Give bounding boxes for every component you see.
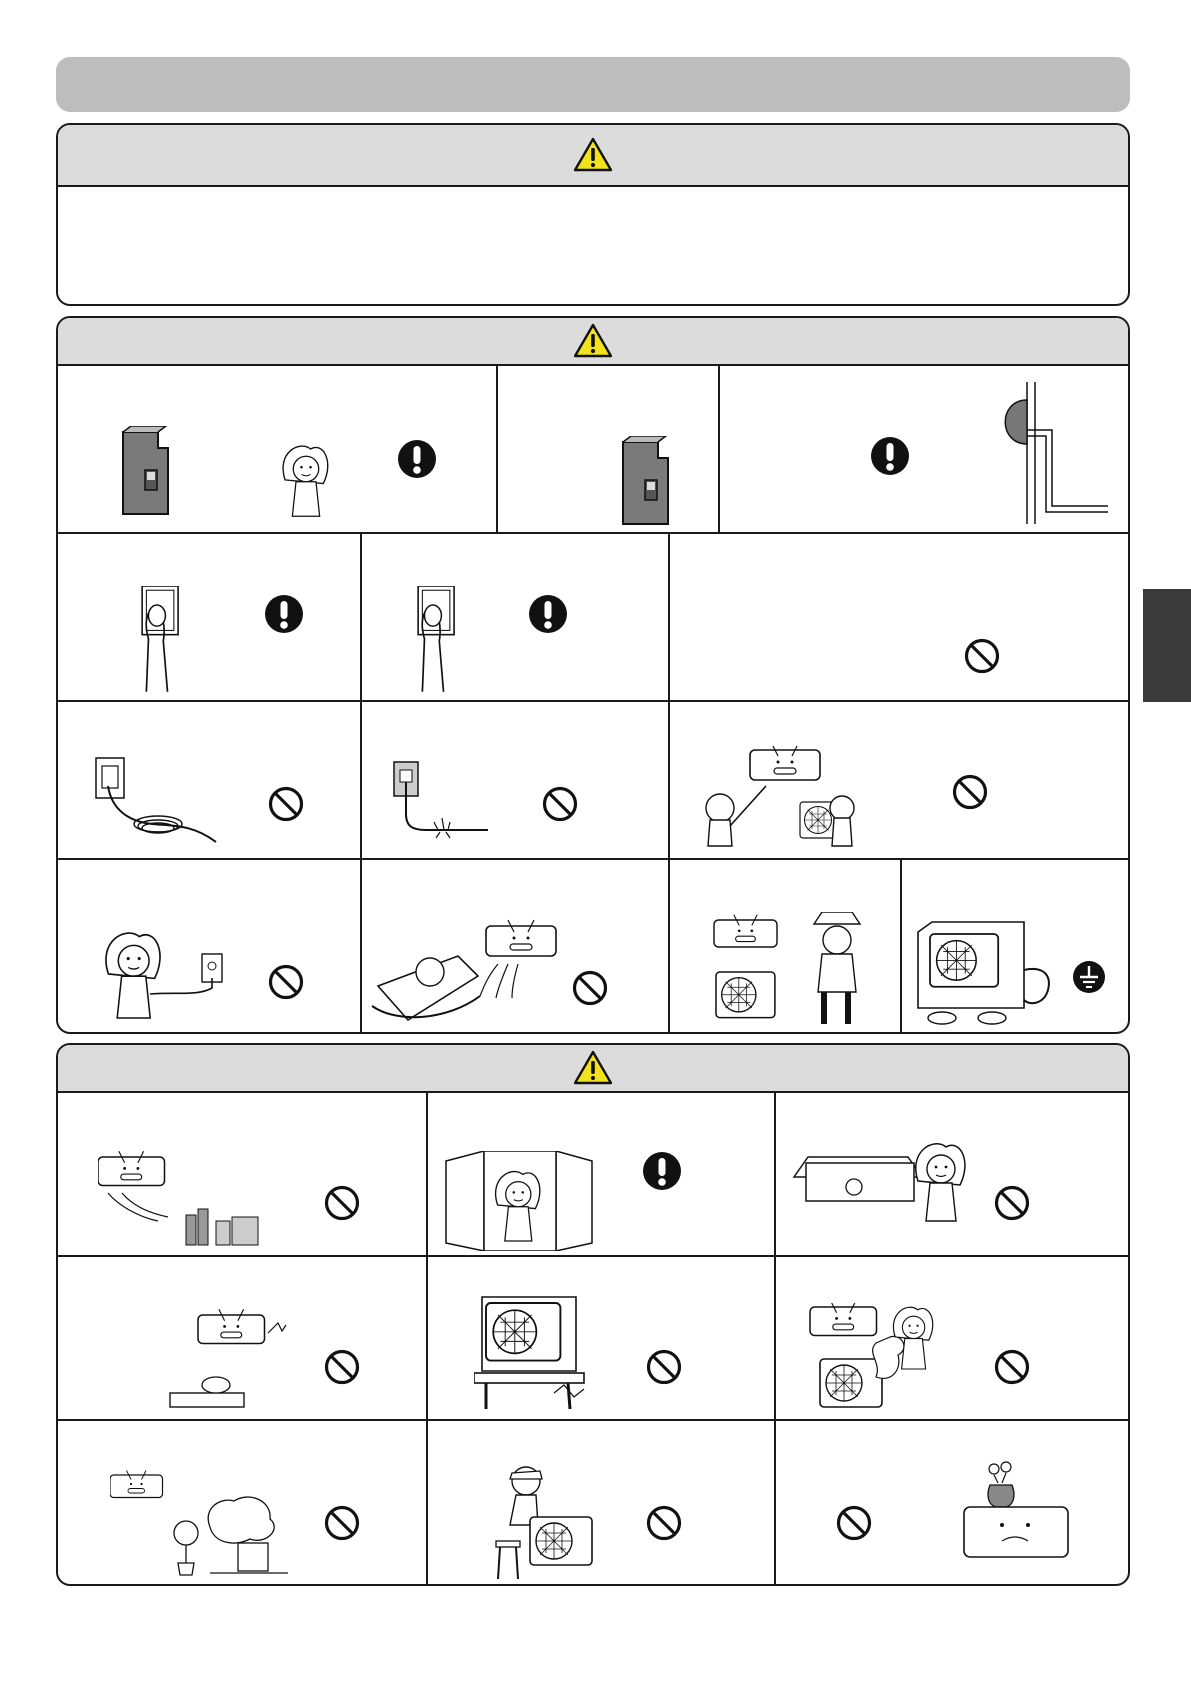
warning-cell-9 [670, 702, 1130, 858]
prohibited-icon [964, 638, 1000, 674]
warning-triangle-icon [574, 1050, 612, 1086]
girl-pulling-cord-illustration [98, 926, 238, 1030]
mandatory-action-icon [642, 1151, 682, 1191]
caution-section [56, 1043, 1130, 1586]
warning-cell-5 [362, 534, 668, 700]
prohibited-icon [646, 1349, 682, 1385]
vase-on-unit-illustration [962, 1461, 1072, 1571]
plug-insert-illustration [404, 586, 464, 696]
ground-icon [1072, 960, 1106, 994]
notice-section [56, 123, 1130, 306]
plug-insert-illustration [128, 586, 188, 696]
caution-cell-3 [776, 1093, 1128, 1255]
warning-cell-13 [902, 860, 1130, 1032]
prohibited-icon [572, 970, 608, 1006]
mandatory-action-icon [528, 594, 568, 634]
prohibited-icon [542, 786, 578, 822]
caution-cell-4 [58, 1257, 426, 1419]
warning-cell-4 [58, 534, 360, 700]
warning-cell-8 [362, 702, 668, 858]
warning-cell-6 [670, 534, 1130, 700]
caution-cell-9 [776, 1421, 1128, 1586]
girl-calling-illustration [276, 436, 336, 522]
coiled-cord-illustration [92, 752, 222, 848]
girl-louver-illustration [792, 1137, 982, 1247]
person-outdoor-unit-illustration [710, 912, 890, 1028]
prohibited-icon [994, 1349, 1030, 1385]
ac-food-illustration [98, 1145, 278, 1249]
caution-cell-2 [428, 1093, 774, 1255]
warning-cell-12 [670, 860, 900, 1032]
child-on-unit-illustration [486, 1465, 596, 1581]
warning-cell-7 [58, 702, 360, 858]
prohibited-icon [268, 786, 304, 822]
mandatory-action-icon [870, 436, 910, 476]
warning-section [56, 316, 1130, 1034]
caution-cell-6 [776, 1257, 1128, 1419]
wall-pipe-illustration [990, 374, 1120, 524]
warning-cell-1 [58, 366, 496, 532]
prohibited-icon [268, 964, 304, 1000]
prohibited-icon [994, 1185, 1030, 1221]
header-bar [56, 57, 1130, 112]
prohibited-icon [646, 1505, 682, 1541]
notice-body [58, 187, 1128, 304]
circuit-breaker-illustration [618, 436, 674, 528]
prohibited-icon [324, 1185, 360, 1221]
circuit-breaker-illustration [118, 426, 174, 518]
warning-triangle-icon [574, 137, 612, 173]
caution-cell-1 [58, 1093, 426, 1255]
girl-window-illustration [444, 1151, 594, 1251]
caution-cell-8 [428, 1421, 774, 1586]
children-unit-illustration [690, 746, 880, 852]
baby-cradle-illustration [368, 916, 568, 1026]
grounding-unit-illustration [912, 920, 1062, 1028]
warning-cell-2 [498, 366, 718, 532]
prohibited-icon [836, 1505, 872, 1541]
warning-cell-3 [720, 366, 1130, 532]
warning-cell-10 [58, 860, 360, 1032]
prohibited-icon [324, 1505, 360, 1541]
mandatory-action-icon [264, 594, 304, 634]
blocked-unit-illustration [806, 1303, 946, 1413]
notice-section-header [58, 125, 1128, 187]
warning-cell-11 [362, 860, 668, 1032]
caution-cell-5 [428, 1257, 774, 1419]
caution-cell-7 [58, 1421, 426, 1586]
prohibited-icon [952, 774, 988, 810]
side-tab [1143, 589, 1191, 702]
prohibited-icon [324, 1349, 360, 1385]
caution-section-header [58, 1045, 1128, 1093]
warning-section-header [58, 318, 1128, 366]
weak-stand-illustration [474, 1293, 594, 1413]
warning-triangle-icon [574, 323, 612, 359]
mandatory-action-icon [397, 439, 437, 479]
damaged-cord-illustration [392, 760, 492, 844]
ac-stove-illustration [168, 1305, 288, 1413]
ac-plants-illustration [110, 1467, 290, 1577]
